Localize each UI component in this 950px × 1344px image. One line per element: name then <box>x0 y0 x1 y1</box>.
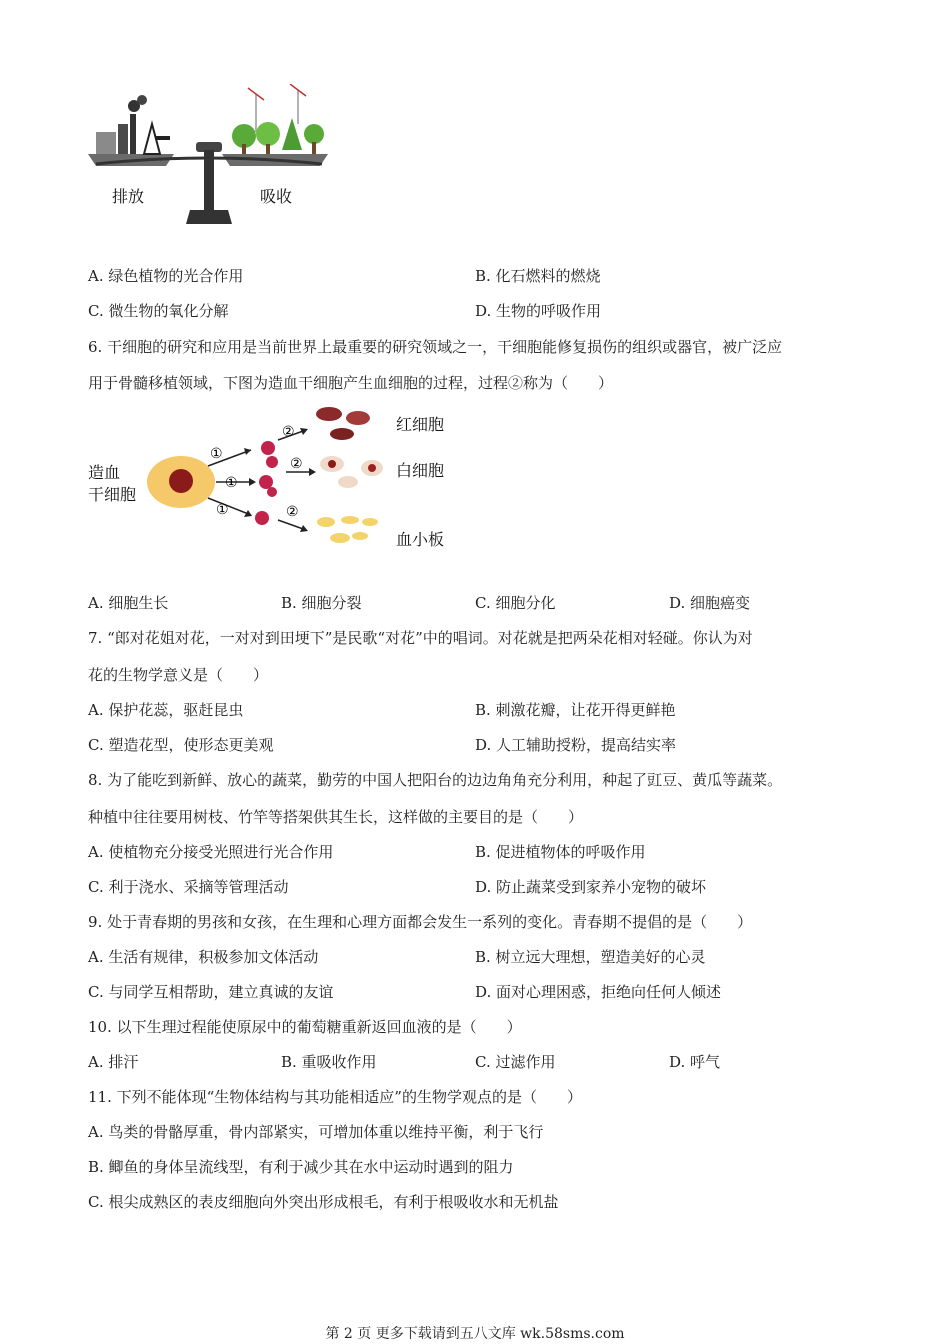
carbon-balance-figure <box>86 84 331 226</box>
q7-stem-line-2: 花的生物学意义是（ ） <box>88 666 269 684</box>
step-2-marker-bottom: ② <box>286 504 299 520</box>
step-1-marker-middle: ① <box>225 475 238 491</box>
q10-stem-line-1: 10. 以下生理过程能使原尿中的葡萄糖重新返回血液的是（ ） <box>88 1018 522 1036</box>
progenitor-cell <box>261 441 275 455</box>
step-1-marker-top: ① <box>210 446 223 462</box>
platelet <box>317 517 335 527</box>
step-1-marker-bottom: ① <box>216 502 229 518</box>
stem-cell-label-line-2: 干细胞 <box>88 485 137 504</box>
q7-option-a: A. 保护花蕊，驱赶昆虫 <box>88 701 244 719</box>
page-footer: 第 2 页 更多下载请到五八文库 wk.58sms.com <box>325 1326 625 1342</box>
platelet-label: 血小板 <box>396 530 445 549</box>
q9-option-b: B. 树立远大理想，塑造美好的心灵 <box>475 948 706 966</box>
q6-option-a: A. 细胞生长 <box>88 594 169 612</box>
q6-stem-line-1: 6. 干细胞的研究和应用是当前世界上最重要的研究领域之一，干细胞能修复损伤的组织或器官，被广泛应 <box>88 338 783 356</box>
q7-stem-line-1: 7. “郎对花姐对花，一对对到田埂下”是民歌“对花”中的唱词。对花就是把两朵花相对轻碰。你认为对 <box>88 629 753 647</box>
q5-option-d: D. 生物的呼吸作用 <box>475 302 602 320</box>
q10-option-a: A. 排汗 <box>88 1053 139 1071</box>
q8-option-b: B. 促进植物体的呼吸作用 <box>475 843 646 861</box>
q6-stem-line-2: 用于骨髓移植领域，下图为造血干细胞产生血细胞的过程，过程②称为（ ） <box>88 374 614 392</box>
q5-option-c: C. 微生物的氧化分解 <box>88 302 229 320</box>
q11-option-a: A. 鸟类的骨骼厚重，骨内部紧实，可增加体重以维持平衡，利于飞行 <box>88 1123 544 1141</box>
q10-option-b: B. 重吸收作用 <box>281 1053 377 1071</box>
q5-option-b: B. 化石燃料的燃烧 <box>475 267 601 285</box>
q9-option-a: A. 生活有规律，积极参加文体活动 <box>88 948 319 966</box>
step-2-marker-top: ② <box>282 424 295 440</box>
q6-option-b: B. 细胞分裂 <box>281 594 362 612</box>
red-blood-cell-label: 红细胞 <box>396 415 445 434</box>
q7-option-d: D. 人工辅助授粉，提高结实率 <box>475 736 677 754</box>
q9-option-d: D. 面对心理困惑，拒绝向任何人倾述 <box>475 983 722 1001</box>
q7-option-c: C. 塑造花型，使形态更美观 <box>88 736 274 754</box>
q9-stem-line-1: 9. 处于青春期的男孩和女孩，在生理和心理方面都会发生一系列的变化。青春期不提倡的是（ ） <box>88 913 753 931</box>
q11-option-c: C. 根尖成熟区的表皮细胞向外突出形成根毛，有利于根吸收水和无机盐 <box>88 1193 559 1211</box>
q6-option-d: D. 细胞癌变 <box>669 594 751 612</box>
q8-option-d: D. 防止蔬菜受到家养小宠物的破坏 <box>475 878 707 896</box>
stem-cell-label-line-1: 造血 <box>88 463 121 482</box>
step-2-marker-middle: ② <box>290 456 303 472</box>
q11-stem-line-1: 11. 下列不能体现“生物体结构与其功能相适应”的生物学观点的是（ ） <box>88 1088 582 1106</box>
q9-option-c: C. 与同学互相帮助，建立真诚的友谊 <box>88 983 334 1001</box>
scale-stand <box>204 150 214 210</box>
q8-option-a: A. 使植物充分接受光照进行光合作用 <box>88 843 334 861</box>
absorption-label: 吸收 <box>260 187 293 206</box>
q11-option-b: B. 鲫鱼的身体呈流线型，有利于减少其在水中运动时遇到的阻力 <box>88 1158 514 1176</box>
factory-icon <box>96 132 116 154</box>
q10-option-d: D. 呼气 <box>669 1053 721 1071</box>
q8-option-c: C. 利于浇水、采摘等管理活动 <box>88 878 289 896</box>
q6-option-c: C. 细胞分化 <box>475 594 556 612</box>
q8-stem-line-1: 8. 为了能吃到新鲜、放心的蔬菜，勤劳的中国人把阳台的边边角角充分利用，种起了豇豆、黄瓜等蔬菜。 <box>88 771 783 789</box>
q5-option-a: A. 绿色植物的光合作用 <box>88 267 244 285</box>
emission-label: 排放 <box>112 187 145 206</box>
stem-cell-figure <box>86 400 456 560</box>
q10-option-c: C. 过滤作用 <box>475 1053 556 1071</box>
white-blood-cell-label: 白细胞 <box>396 461 445 480</box>
q8-stem-line-2: 种植中往往要用树枝、竹竿等搭架供其生长，这样做的主要目的是（ ） <box>88 808 584 826</box>
q7-option-b: B. 刺激花瓣，让花开得更鲜艳 <box>475 701 676 719</box>
red-blood-cell <box>316 407 342 421</box>
